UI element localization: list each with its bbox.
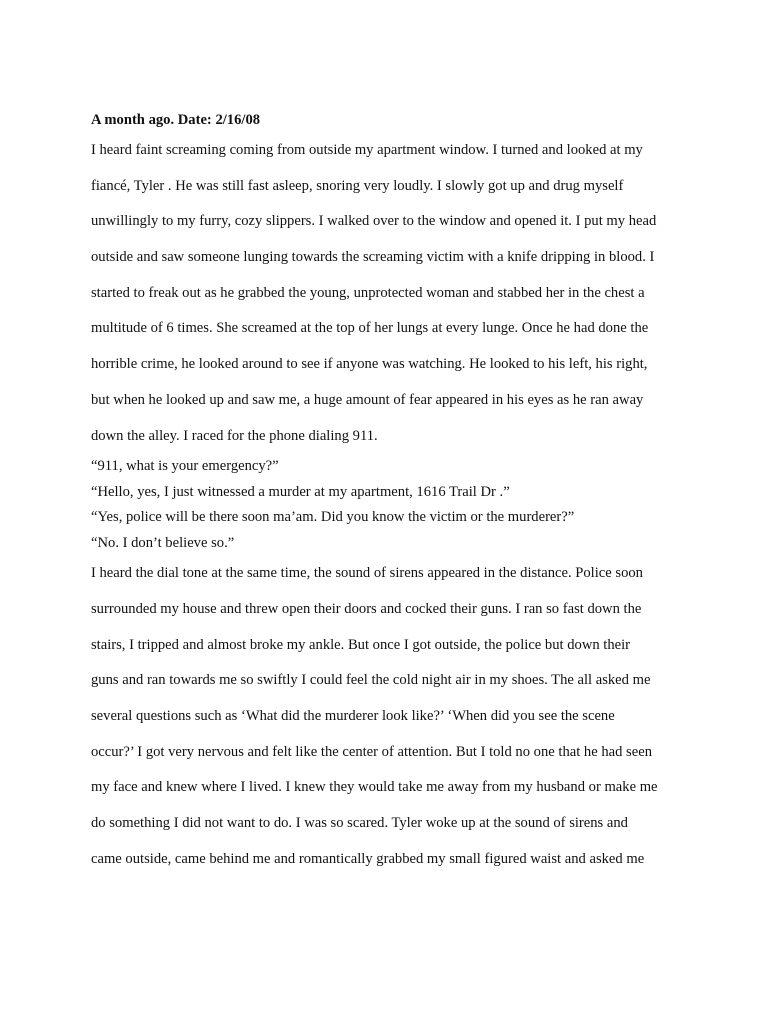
text-line: stairs, I tripped and almost broke my ankle. But once I got outside, the police but down their [91,636,631,653]
text-line: fiancé, Tyler . He was still fast asleep, snoring very loudly. I slowly got up and drug myself [91,177,624,194]
document-body [91,108,681,877]
text-line: surrounded my house and threw open their doors and cocked their guns. I ran so fast down the [91,600,642,617]
dialogue-line: “No. I don’t believe so.” [91,534,235,551]
text-line: outside and saw someone lunging towards the screaming victim with a knife dripping in blood. I [91,249,655,266]
text-line: came outside, came behind me and romantically grabbed my small figured waist and asked me [91,850,645,867]
dialogue-line: “Yes, police will be there soon ma’am. Did you know the victim or the murderer?” [91,509,575,526]
text-line: do something I did not want to do. I was so scared. Tyler woke up at the sound of sirens and [91,815,628,831]
paragraph-1 [91,133,681,454]
text-line: guns and ran towards me so swiftly I could feel the cold night air in my shoes. The all asked me [91,672,651,689]
text-line: down the alley. I raced for the phone dialing 911. [91,427,378,444]
text-line: started to freak out as he grabbed the young, unprotected woman and stabbed her in the chest a [91,284,645,301]
text-line: occur?’ I got very nervous and felt like the center of attention. But I told no one that he had seen [91,743,652,760]
dialogue-line: “911, what is your emergency?” [91,458,279,475]
text-line: multitude of 6 times. She screamed at the top of her lungs at every lunge. Once he had done the [91,320,649,337]
dialogue-line: “Hello, yes, I just witnessed a murder at my apartment, 1616 Trail Dr .” [91,483,510,500]
dialogue-block [91,454,681,556]
text-line: my face and knew where I lived. I knew they would take me away from my husband or make me [91,779,658,796]
text-line: several questions such as ‘What did the murderer look like?’ ‘When did you see the scene [91,707,615,724]
text-line: I heard faint screaming coming from outside my apartment window. I turned and looked at my [91,142,643,158]
text-line: unwillingly to my furry, cozy slippers. I walked over to the window and opened it. I put my head [91,213,657,230]
paragraph-2 [91,556,681,877]
text-line: I heard the dial tone at the same time, the sound of sirens appeared in the distance. Police soon [91,565,643,582]
text-line: but when he looked up and saw me, a huge amount of fear appeared in his eyes as he ran away [91,391,644,408]
section-heading: A month ago. Date: 2/16/08 [91,112,261,128]
text-line: horrible crime, he looked around to see if anyone was watching. He looked to his left, his right, [91,356,648,373]
